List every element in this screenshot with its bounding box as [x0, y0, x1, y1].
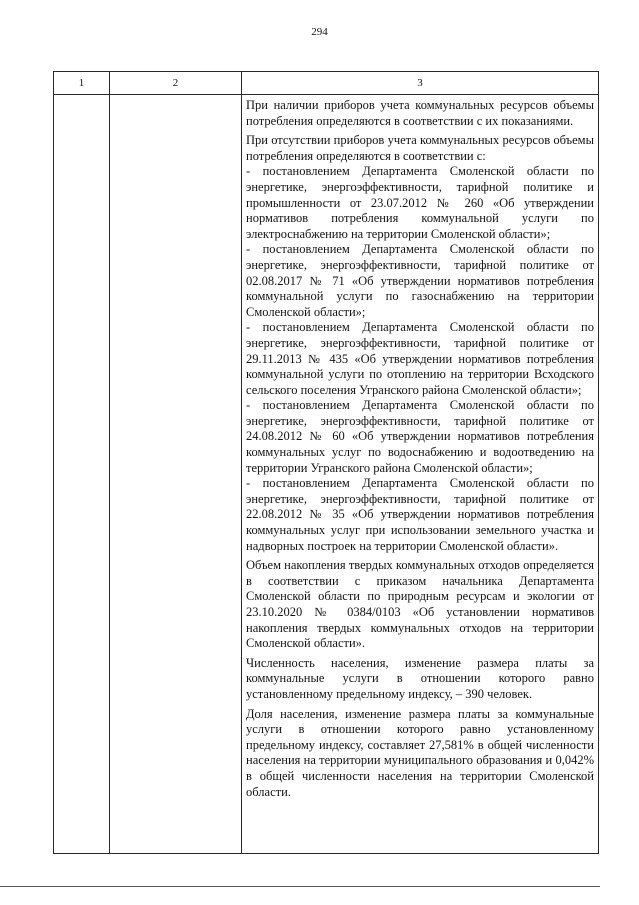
document-table — [53, 71, 599, 854]
cell-column-2 — [110, 95, 242, 854]
table-header-row — [54, 72, 599, 95]
paragraph: - постановлением Департамента Смоленской области по энергетике, энергоэффективности, тарифной политике от 22.08.2012 № 35 «Об утверждении нормативов потребления коммунальных услуг при использовании земельного участка и надворных построек на территории Смоленской области». — [246, 476, 594, 553]
column-header-3: 3 — [242, 72, 599, 95]
paragraph: - постановлением Департамента Смоленской области по энергетике, энергоэффективности, тарифной политике от 02.08.2017 № 71 «Об утверждении нормативов потребления коммунальной услуги по газоснабжению на территории Смоленской области»; — [246, 242, 594, 319]
column-header-1: 1 — [54, 72, 110, 95]
paragraph: - постановлением Департамента Смоленской области по энергетике, энергоэффективности, тарифной политике от 29.11.2013 № 435 «Об утверждении нормативов потребления коммунальной услуги по отоплению на территории Всходского сельского поселения Угранского района Смоленской области»; — [246, 320, 594, 397]
paragraph: При отсутствии приборов учета коммунальных ресурсов объемы потребления определяются в соответствии с: — [246, 133, 594, 163]
paragraph: Доля населения, изменение размера платы за коммунальные услуги в отношении которого равно установленному предельному индексу, составляет 27,581% в общей численности населения на территории муниципального образования и 0,042% в общей численности населения на территории Смоленской области. — [246, 706, 594, 799]
table-row — [54, 95, 599, 854]
paragraph: - постановлением Департамента Смоленской области по энергетике, энергоэффективности, тарифной политике от 24.08.2012 № 60 «Об утверждении нормативов потребления коммунальных услуг по водоснабжению и водоотведению на территории Угранского района Смоленской области»; — [246, 398, 594, 475]
paragraph: Численность населения, изменение размера платы за коммунальные услуги в отношении которого равно установленному предельному индексу, – 390 человек. — [246, 655, 594, 701]
cell-text — [242, 95, 598, 800]
paragraph: Объем накопления твердых коммунальных отходов определяется в соответствии с приказом начальника Департамента Смоленской области по природным ресурсам и экологии от 23.10.2020 № 0384/0103 «Об установлении нормативов накопления твердых коммунальных отходов на территории Смоленской области». — [246, 558, 594, 651]
paragraph: При наличии приборов учета коммунальных ресурсов объемы потребления определяются в соответствии с их показаниями. — [246, 98, 594, 128]
column-header-2: 2 — [110, 72, 242, 95]
page-bottom-rule — [0, 886, 600, 887]
cell-column-1 — [54, 95, 110, 854]
page-number: 294 — [311, 26, 328, 38]
paragraph: - постановлением Департамента Смоленской области по энергетике, энергоэффективности, тарифной политике и промышленности от 23.07.2012 № 260 «Об утверждении нормативов потребления коммунальной услуги по электроснабжению на территории Смоленской области»; — [246, 164, 594, 241]
cell-column-3 — [242, 95, 599, 854]
